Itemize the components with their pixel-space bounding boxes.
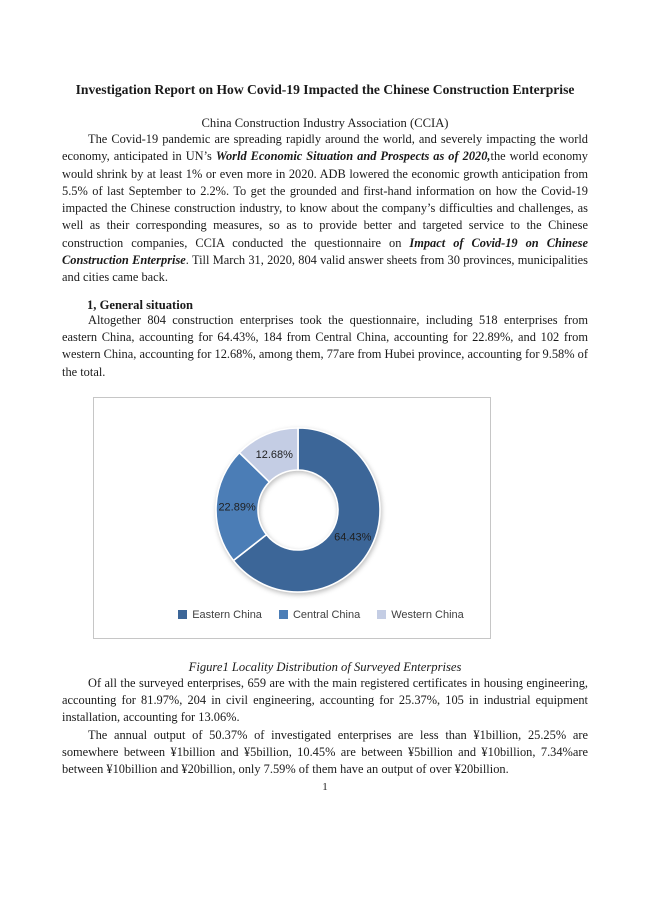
figure-caption: Figure1 Locality Distribution of Surveyed Enterprises (188, 659, 462, 674)
document-content (0, 82, 650, 794)
text-segment: the world economy would shrink by at least 1% or even more in 2020. ADB lowered the economic growth anticipation from 5.5% of last September to 2.2%. To get the grounded and first-hand information on how the Covid-19 impacted the Chinese construction industry, to know about the company’s difficulties and challenges, as well as their corresponding measures, so as to provide better and targeted service to the Chinese construction companies, CCIA conducted the questionnaire on (62, 149, 588, 250)
legend-label: Central China (292, 608, 361, 621)
paragraph-intro (62, 131, 588, 287)
donut-chart-svg (94, 398, 490, 638)
donut-chart-figure (93, 397, 491, 639)
text-segment: . Till March 31, 2020, 804 valid answer sheets from 30 provinces, municipalities and cities came back. (62, 253, 588, 285)
report-title: Investigation Report on How Covid-19 Impacted the Chinese Construction Enterprise (75, 82, 575, 97)
paragraph-certificates (62, 675, 588, 727)
chart-legend (123, 609, 519, 621)
donut-data-label: 12.68% (255, 448, 293, 461)
legend-label: Eastern China (192, 608, 262, 621)
legend-item-central-china (279, 609, 360, 621)
donut-data-label: 64.43% (334, 531, 372, 544)
paragraph-survey-distribution (62, 312, 588, 381)
legend-marker-icon (279, 610, 288, 619)
report-subtitle: China Construction Industry Association (CCIA) (201, 116, 449, 130)
text-segment: Impact of Covid-19 on Chinese Construction Enterprise (62, 235, 589, 268)
paragraph-annual-output (62, 727, 588, 779)
legend-marker-icon (178, 610, 187, 619)
page-number: 1 (322, 780, 328, 793)
donut-data-label: 22.89% (218, 501, 256, 514)
text-segment: The annual output of 50.37% of investigated enterprises are less than ¥1billion, 25.25% are somewhere between ¥1billion and ¥5billion, 10.45% are between ¥5billion and ¥10billion, 7.34%are between ¥10billion and ¥20billion, only 7.59% of them have an output of over ¥20billion. (62, 727, 588, 777)
legend-item-western-china (377, 609, 464, 621)
text-segment: World Economic Situation and Prospects as of 2020, (215, 149, 491, 164)
legend-marker-icon (377, 610, 386, 619)
text-segment: The Covid-19 pandemic are spreading rapidly around the world, and severely impacting the world economy, anticipated in UN’s (62, 132, 588, 164)
legend-label: Western China (391, 608, 464, 621)
section-heading-general-situation: 1, General situation (87, 297, 193, 312)
text-segment: Altogether 804 construction enterprises took the questionnaire, including 518 enterprises from eastern China, accounting for 64.43%, 184 from Central China, accounting for 22.89%, and 102 from western China, accounting for 12.68%, among them, 77are from Hubei province, accounting for 9.58% of the total. (62, 312, 588, 379)
legend-item-eastern-china (178, 609, 262, 621)
text-segment: Of all the surveyed enterprises, 659 are with the main registered certificates in housing engineering, accounting for 81.97%, 204 in civil engineering, accounting for 25.37%, 105 in industrial equipment installation, accounting for 13.06%. (62, 675, 588, 725)
